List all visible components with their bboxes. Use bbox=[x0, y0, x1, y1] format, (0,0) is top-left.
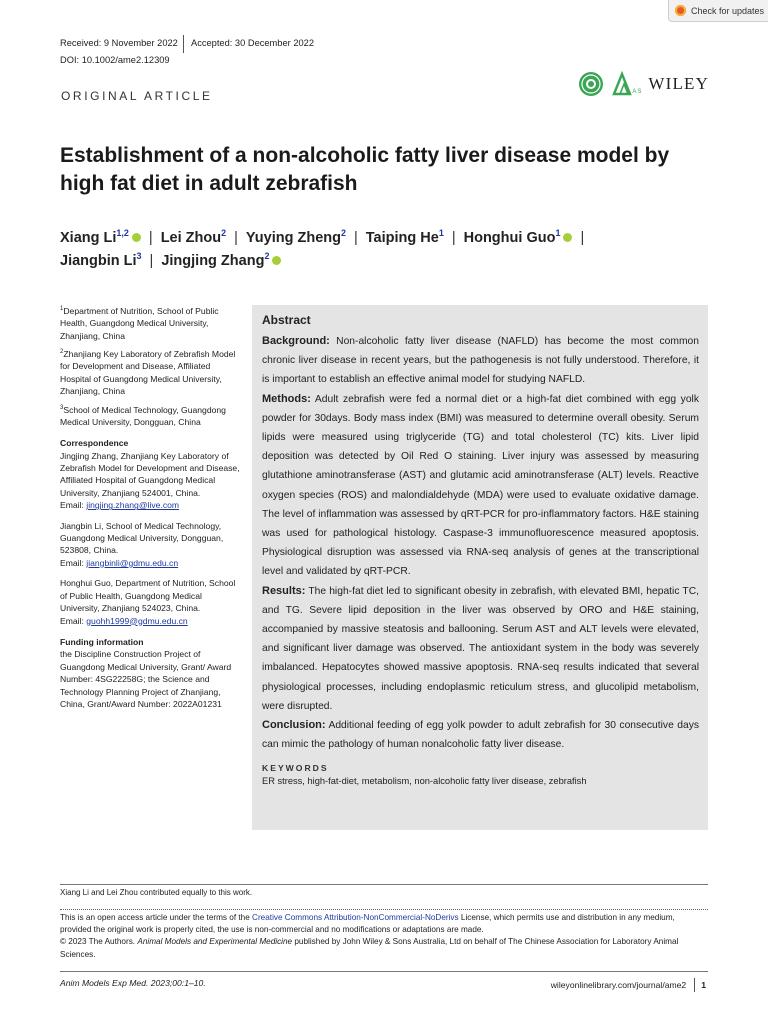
correspondence-entry: Jingjing Zhang, Zhanjiang Key Laboratory of Zebrafish Model for Development and Disease, Affiliated Hospital of Guangdong Medical University, Zhanjiang 524001, China. Email: jingjing.zhang@live.com bbox=[60, 450, 240, 511]
abstract-title: Abstract bbox=[262, 313, 311, 327]
copyright-text: © 2023 The Authors. Animal Models and Experimental Medicine published by John Wiley & Sons Australia, Ltd on behalf of The Chinese Association for Laboratory Animal Sciences. bbox=[60, 937, 679, 959]
author-name[interactable]: Jingjing Zhang bbox=[161, 252, 265, 269]
cc-license-link[interactable]: Creative Commons Attribution-NonCommercial-NoDerivs bbox=[252, 913, 459, 922]
author-name[interactable]: Honghui Guo bbox=[463, 229, 556, 246]
affiliation: $^1$Department of Nutrition, School of Public Health, Guangdong Medical University, Zhanjiang, China bbox=[60, 305, 219, 341]
abstract-results: Results: The high-fat diet led to significant obesity in zebrafish, with elevated BMI, hepatic TC, and TG. Severe lipid deposition in the liver was observed by ORO and H&E staining, accompanied by massive steatosis and ballooning. Serum AST and ALT levels were elevated, and significant liver damage was observed. The antioxidant system in the body was severely imbalanced. Hepatocytes showed massive apoptosis. RNA-seq results indicated that several physiological processes, including endoplasmic reticulum stress, and glucolipid metabolism, were disrupted. bbox=[262, 584, 699, 712]
footnote-rule bbox=[60, 884, 708, 885]
keywords: ER stress, high-fat-diet, metabolism, non-alcoholic fatty liver disease, zebrafish bbox=[262, 776, 587, 787]
orcid-icon[interactable] bbox=[132, 233, 141, 242]
funding-text: the Discipline Construction Project of Guangdong Medical University, Grant/ Award Number: 4SG22258G; the Science and Technology Planning Project of Zhanjiang, China, Grant/Award Number: 2022A01231 bbox=[60, 649, 232, 709]
affiliation: $^3$School of Medical Technology, Guangdong Medical University, Dongguan, China bbox=[60, 404, 226, 427]
correspondence-entry: Jiangbin Li, School of Medical Technology, Guangdong Medical University, Dongguan, 523808, China. Email: jiangbinli@gdmu.edu.cn bbox=[60, 520, 224, 568]
author-affiliation: 1 bbox=[438, 228, 444, 238]
orcid-icon[interactable] bbox=[563, 233, 572, 242]
author-affiliation: 2 bbox=[264, 251, 270, 261]
author-name[interactable]: Yuying Zheng bbox=[245, 229, 341, 246]
author-affiliation: 1,2 bbox=[116, 228, 129, 238]
accepted-date: Accepted: 30 December 2022 bbox=[191, 38, 315, 48]
las-mark: LAS bbox=[628, 89, 643, 95]
funding-heading: Funding information bbox=[60, 636, 144, 647]
society-seal-icon bbox=[578, 71, 604, 97]
wiley-logo: WILEY bbox=[648, 74, 710, 93]
email-link[interactable]: jingjing.zhang@live.com bbox=[86, 500, 180, 511]
abstract-background: Background: Non-alcoholic fatty liver disease (NAFLD) has become the most common chronic liver disease in recent years, but the pathogenesis is not fully understood. Therefore, it is important to establish an effective animal model for studying NAFLD. bbox=[262, 335, 699, 386]
footer-divider bbox=[694, 978, 695, 992]
doi[interactable]: DOI: 10.1002/ame2.12309 bbox=[60, 55, 170, 65]
citation: Anim Models Exp Med. 2023;00:1–10. bbox=[60, 978, 206, 988]
author-affiliation: 2 bbox=[340, 228, 346, 238]
left-column bbox=[60, 303, 240, 714]
check-for-updates-label: Check for updates bbox=[691, 5, 765, 16]
orcid-icon[interactable] bbox=[272, 256, 281, 265]
author-affiliation: 1 bbox=[555, 228, 561, 238]
author-line-2: Jiangbin Li$^3$ | Jingjing Zhang$^2$ bbox=[60, 251, 700, 269]
publisher-logos bbox=[578, 70, 709, 98]
author-name[interactable]: Taiping He bbox=[365, 229, 439, 246]
abstract-methods: Methods: Adult zebrafish were fed a normal diet or a high-fat diet combined with egg yolk powder for 30days. Body mass index (BMI) was measured to determine overall obesity. Serum lipids were measured using triglyceride (TG) and total cholesterol (TC) kits. Liver lipid deposition was detected by Oil Red O staining. Liver injury was assessed by measuring glutathione aminotransferase (AST) and glutamic acid aminotransferase (ALT) levels. Reactive oxygen species (ROS) and malondialdehyde (MDA) were used to evaluate oxidative damage. The level of inflammation was assessed by qRT-PCR for pro-inflammatory factors. H&E staining was used for pathological histology. Caspase-3 immunofluorescence measured apoptosis. Physiological disruption was assessed via RNA-seq analysis of genes at the transcriptional level and validated by qRT-PCR. bbox=[262, 392, 699, 578]
author-name[interactable]: Lei Zhou bbox=[160, 229, 222, 246]
abstract-box bbox=[252, 305, 708, 830]
crossmark-icon bbox=[675, 5, 686, 16]
license-text: This is an open access article under the terms of the Creative Commons Attribution-NonCommercial-NoDerivs License, which permits use and distribution in any medium, provided the original work is properly cited, the use is non-commercial and no modifications or adaptations are made. bbox=[60, 913, 675, 935]
footer-right bbox=[551, 978, 706, 992]
received-date: Received: 9 November 2022 bbox=[60, 38, 178, 48]
license-rule bbox=[60, 909, 708, 910]
author-affiliation: 3 bbox=[136, 251, 142, 261]
date-divider bbox=[183, 35, 184, 53]
license-notice bbox=[60, 912, 708, 961]
equal-contribution-note: Xiang Li and Lei Zhou contributed equally to this work. bbox=[60, 888, 253, 897]
check-for-updates-button[interactable] bbox=[668, 0, 768, 22]
keywords-heading: KEYWORDS bbox=[262, 763, 329, 774]
abstract-conclusion: Conclusion: Additional feeding of egg yolk powder to adult zebrafish for 30 consecutive days can mimic the pathology of human nonalcoholic fatty liver disease. bbox=[262, 719, 699, 751]
author-name[interactable]: Jiangbin Li bbox=[60, 252, 137, 269]
correspondence-heading: Correspondence bbox=[60, 438, 129, 449]
email-link[interactable]: guohh1999@gdmu.edu.cn bbox=[86, 615, 188, 626]
correspondence-entry: Honghui Guo, Department of Nutrition, School of Public Health, Guangdong Medical University, Zhanjiang 524023, China. Email: guohh1999@gdmu.edu.cn bbox=[60, 578, 236, 626]
journal-url[interactable]: wileyonlinelibrary.com/journal/ame2 bbox=[550, 980, 687, 990]
author-affiliation: 2 bbox=[221, 228, 227, 238]
author-line-1: Xiang Li$^{1,2}$ | Lei Zhou$^2$ | Yuying Zheng$^2$ | Taiping He$^1$ | Honghui Guo$^1$ | bbox=[60, 228, 585, 246]
footer-rule bbox=[60, 971, 708, 972]
page-number: 1 bbox=[701, 980, 706, 990]
author-name[interactable]: Xiang Li bbox=[60, 229, 117, 246]
email-link[interactable]: jiangbinli@gdmu.edu.cn bbox=[86, 557, 179, 568]
affiliation: $^2$Zhanjiang Key Laboratory of Zebrafish Model for Development and Disease, Affiliated Hospital of Guangdong Medical University, Zhanjiang, China bbox=[60, 348, 236, 397]
article-type: ORIGINAL ARTICLE bbox=[61, 89, 213, 103]
article-title: Establishment of a non-alcoholic fatty liver disease model by high fat diet in adult zebrafish bbox=[60, 144, 670, 195]
